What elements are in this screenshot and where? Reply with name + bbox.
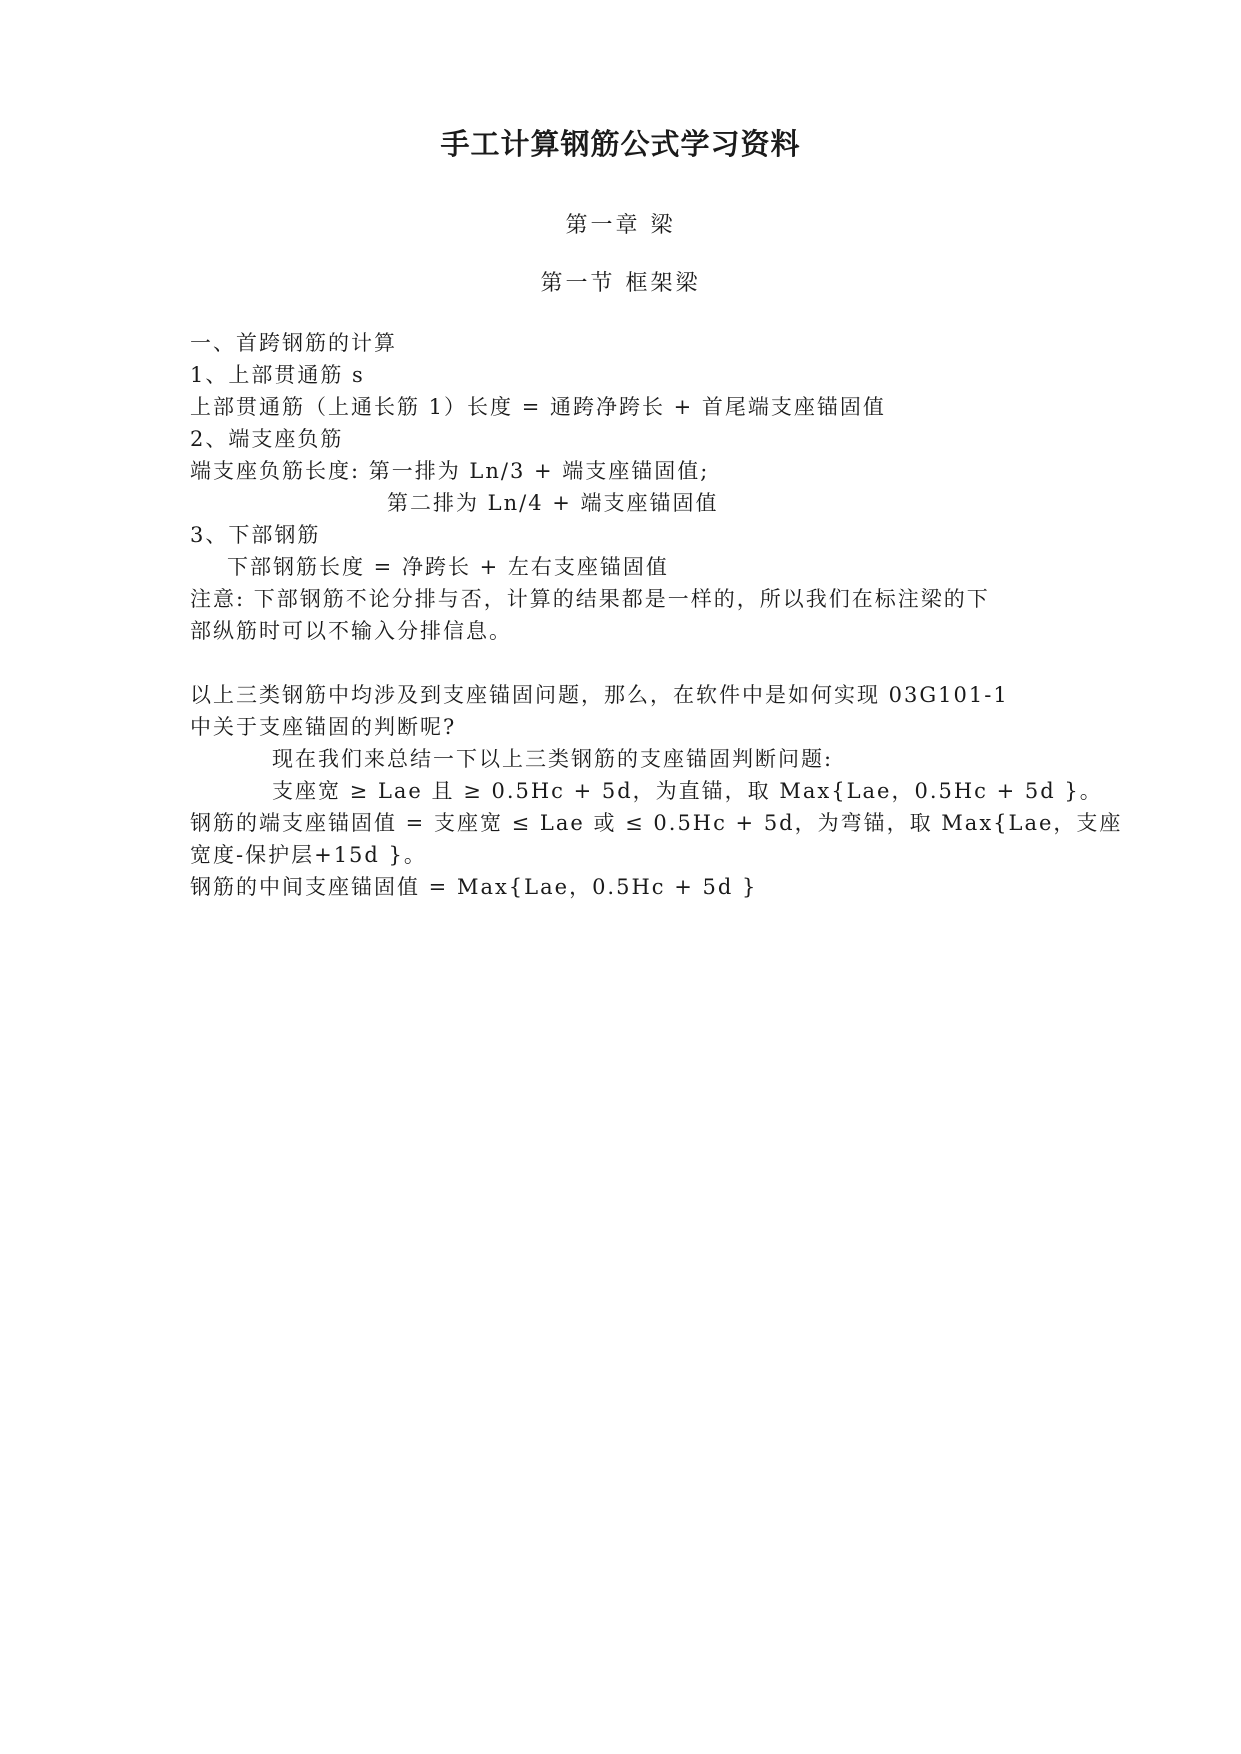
chapter-heading: 第一章 梁 bbox=[565, 213, 676, 238]
summary-intro: 现在我们来总结一下以上三类钢筋的支座锚固判断问题: bbox=[272, 747, 834, 771]
note-line-1: 注意: 下部钢筋不论分排与否，计算的结果都是一样的，所以我们在标注梁的下 bbox=[190, 587, 990, 611]
note-line-2: 部纵筋时可以不输入分排信息。 bbox=[190, 619, 512, 643]
section-heading: 第一节 框架梁 bbox=[540, 271, 701, 296]
top-through-bar-formula: 上部贯通筋（上通长筋 1）长度 = 通跨净跨长 + 首尾端支座锚固值 bbox=[190, 395, 886, 419]
item-1-heading: 1、上部贯通筋 s bbox=[190, 363, 365, 387]
heading-first-span-calculation: 一、首跨钢筋的计算 bbox=[190, 331, 397, 355]
item-3-heading: 3、下部钢筋 bbox=[190, 523, 321, 547]
end-support-anchor-rule-line-1: 钢筋的端支座锚固值 = 支座宽 ≤ Lae 或 ≤ 0.5Hc + 5d，为弯锚，取 Max{Lae，支座 bbox=[190, 811, 1123, 835]
item-2-heading: 2、端支座负筋 bbox=[190, 427, 344, 451]
middle-support-anchor-rule: 钢筋的中间支座锚固值 = Max{Lae，0.5Hc + 5d } bbox=[190, 875, 758, 899]
anchorage-question-line-1: 以上三类钢筋中均涉及到支座锚固问题，那么，在软件中是如何实现 03G101-1 bbox=[190, 683, 1009, 707]
document-title: 手工计算钢筋公式学习资料 bbox=[440, 127, 801, 161]
end-support-anchor-rule-line-2: 宽度-保护层+15d }。 bbox=[190, 843, 427, 867]
bottom-bar-formula: 下部钢筋长度 = 净跨长 + 左右支座锚固值 bbox=[227, 555, 669, 579]
straight-anchor-rule: 支座宽 ≥ Lae 且 ≥ 0.5Hc + 5d，为直锚，取 Max{Lae，0.5Hc + 5d }。 bbox=[272, 779, 1103, 803]
anchorage-question-line-2: 中关于支座锚固的判断呢? bbox=[190, 715, 457, 739]
end-support-negative-bar-formula-row1: 端支座负筋长度: 第一排为 Ln/3 + 端支座锚固值; bbox=[190, 459, 710, 483]
end-support-negative-bar-formula-row2: 第二排为 Ln/4 + 端支座锚固值 bbox=[387, 491, 719, 515]
